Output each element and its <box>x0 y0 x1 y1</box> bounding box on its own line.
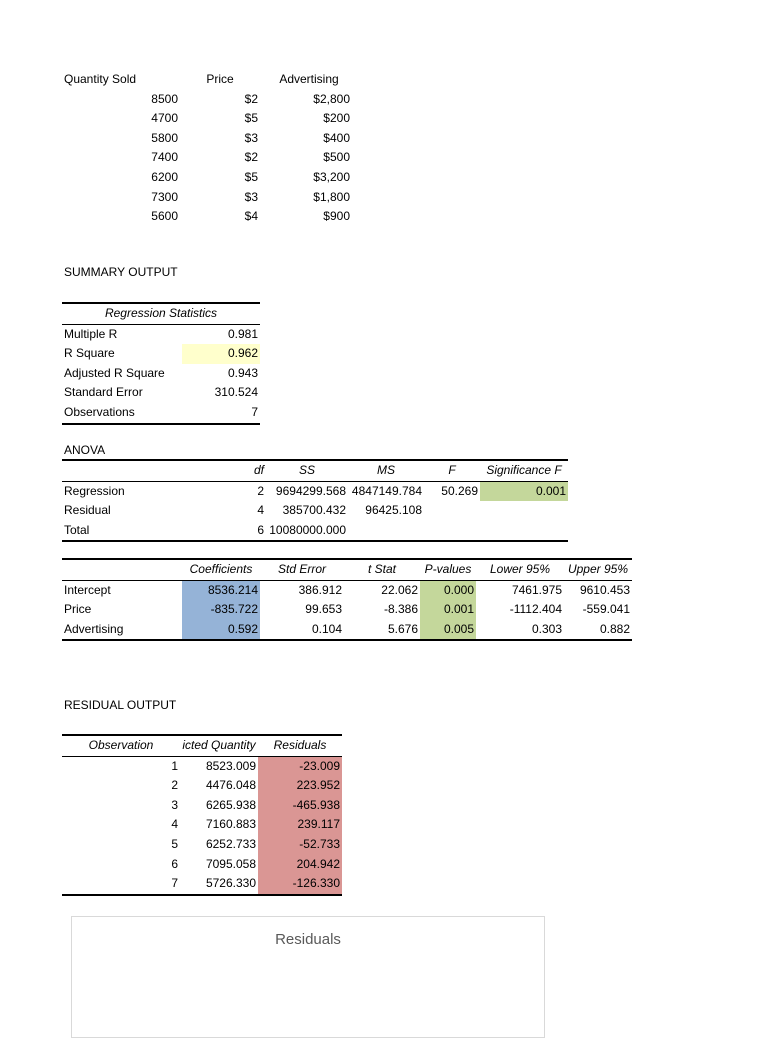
residuals-chart[interactable] <box>71 916 545 1038</box>
anova-source: Residual <box>64 503 111 518</box>
coef-t-stat: -8.386 <box>383 602 418 617</box>
anova-row <box>62 481 568 501</box>
advertising-cell: $400 <box>323 130 350 145</box>
anova-row <box>62 521 568 542</box>
coef-header-t-stat: t Stat <box>344 559 420 580</box>
coef-p-value: 0.005 <box>420 620 476 641</box>
residual-row <box>62 815 342 835</box>
anova-ss: 385700.432 <box>282 503 346 518</box>
anova-header-blank <box>62 460 182 481</box>
anova-row <box>62 501 568 521</box>
data-row <box>62 148 352 168</box>
stat-label: Observations <box>62 403 182 424</box>
header-advertising: Advertising <box>279 72 339 86</box>
coef-value: 8536.214 <box>182 580 260 600</box>
coefficient-row <box>62 600 632 620</box>
anova-table <box>62 459 568 542</box>
quantity-cell: 4700 <box>151 111 178 126</box>
price-cell: $4 <box>244 209 258 224</box>
residuals-header-residuals: Residuals <box>258 735 342 756</box>
residual-row <box>62 874 342 895</box>
anova-ms: 96425.108 <box>365 503 422 518</box>
anova-f: 50.269 <box>441 483 478 498</box>
data-row <box>62 109 352 129</box>
data-table-header-row <box>62 70 352 90</box>
predicted-quantity: 8523.009 <box>205 758 256 773</box>
predicted-quantity: 4476.048 <box>205 778 256 793</box>
advertising-cell: $500 <box>323 150 350 165</box>
price-cell: $2 <box>244 150 258 165</box>
coefficient-row <box>62 580 632 600</box>
residuals-header-row <box>62 735 342 756</box>
coef-value: 0.592 <box>182 620 260 641</box>
data-row <box>62 129 352 149</box>
advertising-cell: $3,200 <box>313 169 350 184</box>
anova-header-df: df <box>182 460 266 481</box>
stat-row <box>62 403 260 424</box>
coef-upper-95: 9610.453 <box>579 582 630 597</box>
residual-row <box>62 796 342 816</box>
anova-ss: 10080000.000 <box>266 521 348 542</box>
coef-lower-95: 7461.975 <box>511 582 562 597</box>
coef-upper-95: -559.041 <box>582 602 630 617</box>
coef-upper-95: 0.882 <box>564 620 632 641</box>
regression-statistics-table <box>62 302 260 425</box>
quantity-cell: 5800 <box>151 130 178 145</box>
residual-value: 223.952 <box>258 776 342 796</box>
observation-number: 3 <box>171 797 178 812</box>
coefficient-row <box>62 620 632 641</box>
price-cell: $3 <box>244 189 258 204</box>
regression-statistics-header-row <box>62 303 260 324</box>
residuals-table <box>62 734 342 896</box>
summary-output-title: SUMMARY OUTPUT <box>64 265 178 279</box>
coef-term: Price <box>64 602 92 617</box>
quantity-cell: 6200 <box>151 169 178 184</box>
residual-value: -465.938 <box>258 796 342 816</box>
anova-title: ANOVA <box>64 443 106 457</box>
observation-number: 5 <box>171 836 178 851</box>
quantity-cell: 8500 <box>151 91 178 106</box>
anova-f <box>424 501 480 521</box>
anova-header-f: F <box>424 460 480 481</box>
anova-source: Regression <box>64 483 125 498</box>
residuals-header-predicted-quantity: icted Quantity <box>180 735 258 756</box>
residual-row <box>62 835 342 855</box>
residuals-chart-title: Residuals <box>275 931 341 948</box>
price-cell: $2 <box>244 91 258 106</box>
observation-number: 2 <box>171 778 178 793</box>
observation-number: 6 <box>171 856 178 871</box>
advertising-cell: $900 <box>323 209 350 224</box>
anova-df: 4 <box>257 503 264 518</box>
coef-term: Intercept <box>64 582 111 597</box>
coef-lower-95: 0.303 <box>476 620 564 641</box>
stat-label: Multiple R <box>64 326 118 341</box>
quantity-cell: 7300 <box>151 189 178 204</box>
anova-header-row <box>62 460 568 481</box>
price-cell: $5 <box>244 169 258 184</box>
coef-header-lower-95: Lower 95% <box>476 559 564 580</box>
quantity-cell: 7400 <box>151 150 178 165</box>
residual-row <box>62 756 342 776</box>
anova-header-ms: MS <box>348 460 424 481</box>
data-row <box>62 207 352 227</box>
anova-header-ss: SS <box>266 460 348 481</box>
coef-t-stat: 5.676 <box>344 620 420 641</box>
stat-value: 0.981 <box>227 326 258 341</box>
stat-label: Adjusted R Square <box>64 365 165 380</box>
coef-header-blank <box>62 559 182 580</box>
header-price: Price <box>206 72 234 86</box>
anova-significance <box>480 521 568 542</box>
header-quantity-sold: Quantity Sold <box>64 72 137 86</box>
coef-term: Advertising <box>62 620 182 641</box>
coef-t-stat: 22.062 <box>381 582 418 597</box>
anova-f <box>424 521 480 542</box>
predicted-quantity: 5726.330 <box>180 874 258 895</box>
residual-row <box>62 855 342 875</box>
stat-row <box>62 324 260 344</box>
residual-value: -52.733 <box>258 835 342 855</box>
stat-value: 0.943 <box>227 365 258 380</box>
residual-value: -23.009 <box>258 756 342 776</box>
coef-header-upper-95: Upper 95% <box>564 559 632 580</box>
data-table <box>62 70 352 227</box>
anova-ms <box>348 521 424 542</box>
stat-row <box>62 364 260 384</box>
residual-row <box>62 776 342 796</box>
data-row <box>62 90 352 110</box>
observation-number: 1 <box>171 758 178 773</box>
anova-significance <box>480 501 568 521</box>
coefficients-table <box>62 558 632 641</box>
stat-value: 310.524 <box>214 385 258 400</box>
residual-value: 204.942 <box>258 855 342 875</box>
observation-number: 4 <box>171 817 178 832</box>
stat-label: Standard Error <box>64 385 143 400</box>
anova-source: Total <box>62 521 182 542</box>
anova-ms: 4847149.784 <box>351 483 422 498</box>
anova-df: 2 <box>257 483 264 498</box>
stat-value: 7 <box>182 403 260 424</box>
regression-statistics-header: Regression Statistics <box>62 303 260 324</box>
coef-lower-95: -1112.404 <box>509 602 562 617</box>
residual-value: 239.117 <box>258 815 342 835</box>
anova-header-significance-f: Significance F <box>480 460 568 481</box>
significance-f-value: 0.001 <box>480 481 568 501</box>
residual-value: -126.330 <box>258 874 342 895</box>
predicted-quantity: 6252.733 <box>205 836 256 851</box>
predicted-quantity: 7160.883 <box>205 817 256 832</box>
data-row <box>62 188 352 208</box>
coef-p-value: 0.001 <box>420 600 476 620</box>
coef-value: -835.722 <box>182 600 260 620</box>
data-row <box>62 168 352 188</box>
stat-row <box>62 344 260 364</box>
price-cell: $3 <box>244 130 258 145</box>
residual-output-title: RESIDUAL OUTPUT <box>64 698 177 712</box>
anova-ss: 9694299.568 <box>275 483 346 498</box>
coefficients-header-row <box>62 559 632 580</box>
observation-number: 7 <box>62 874 180 895</box>
residuals-header-observation: Observation <box>62 735 180 756</box>
coef-header-coefficients: Coefficients <box>182 559 260 580</box>
coef-header-std-error: Std Error <box>260 559 344 580</box>
advertising-cell: $200 <box>323 111 350 126</box>
price-cell: $5 <box>244 111 258 126</box>
r-square-value: 0.962 <box>182 344 260 364</box>
stat-label: R Square <box>64 346 115 361</box>
coef-std-error: 0.104 <box>260 620 344 641</box>
coef-std-error: 386.912 <box>298 582 342 597</box>
quantity-cell: 5600 <box>151 209 178 224</box>
stat-row <box>62 383 260 403</box>
predicted-quantity: 6265.938 <box>205 797 256 812</box>
predicted-quantity: 7095.058 <box>205 856 256 871</box>
coef-p-value: 0.000 <box>420 580 476 600</box>
advertising-cell: $2,800 <box>313 91 350 106</box>
advertising-cell: $1,800 <box>313 189 350 204</box>
coef-std-error: 99.653 <box>305 602 342 617</box>
coef-header-p-values: P-values <box>420 559 476 580</box>
anova-df: 6 <box>182 521 266 542</box>
